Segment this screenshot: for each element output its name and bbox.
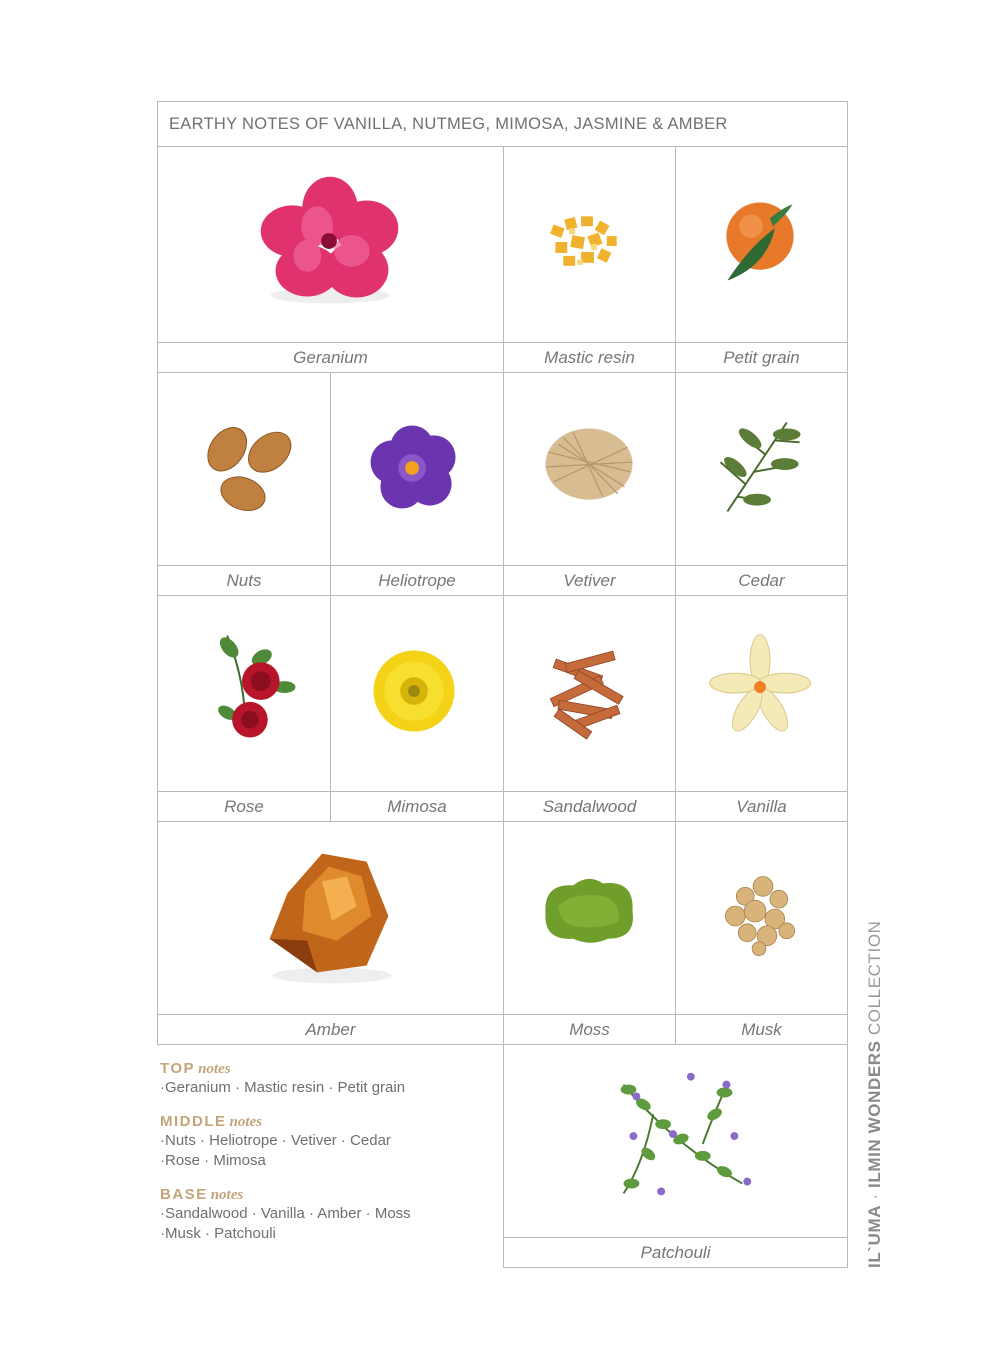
label-amber: Amber [157, 1014, 504, 1045]
cedar-image-cell [675, 372, 848, 566]
geranium-image-cell [157, 146, 504, 343]
brand-name: IL`UMA [865, 1204, 884, 1268]
top-notes-group [160, 1060, 500, 1098]
label-mastic-resin: Mastic resin [503, 342, 676, 373]
patchouli-icon [504, 1045, 847, 1237]
patchouli-image-cell [503, 1044, 848, 1238]
middle-notes-suffix: notes [229, 1114, 263, 1130]
base-notes-heading [160, 1186, 500, 1204]
top-notes-suffix: notes [198, 1061, 231, 1077]
middle-notes-line: ·Nuts · Heliotrope · Vetiver · Cedar [160, 1132, 391, 1149]
label-mimosa: Mimosa [330, 791, 504, 822]
middle-notes-heading [160, 1113, 500, 1131]
petit-grain-icon [676, 147, 847, 342]
label-vetiver: Vetiver [503, 565, 676, 596]
musk-image-cell [675, 821, 848, 1015]
geranium-icon [158, 147, 503, 342]
top-notes-title: TOP [160, 1060, 196, 1077]
label-heliotrope: Heliotrope [330, 565, 504, 596]
label-sandalwood: Sandalwood [503, 791, 676, 822]
label-musk: Musk [675, 1014, 848, 1045]
middle-notes-line: ·Rose · Mimosa [160, 1152, 266, 1169]
label-nuts: Nuts [157, 565, 331, 596]
cedar-icon [676, 373, 847, 565]
label-cedar: Cedar [675, 565, 848, 596]
mimosa-image-cell [330, 595, 504, 792]
vetiver-image-cell [503, 372, 676, 566]
label-vanilla: Vanilla [675, 791, 848, 822]
label-petit-grain: Petit grain [675, 342, 848, 373]
page-title: EARTHY NOTES OF VANILLA, NUTMEG, MIMOSA, JASMINE & AMBER [157, 101, 848, 147]
top-notes-line: ·Geranium · Mastic resin · Petit grain [160, 1079, 406, 1096]
label-rose: Rose [157, 791, 331, 822]
middle-notes-title: MIDDLE [160, 1113, 227, 1130]
collection-suffix: COLLECTION [865, 920, 884, 1041]
heliotrope-image-cell [330, 372, 504, 566]
base-notes-group [160, 1186, 500, 1244]
vanilla-image-cell [675, 595, 848, 792]
rose-icon [158, 596, 330, 791]
label-moss: Moss [503, 1014, 676, 1045]
base-notes-suffix: notes [210, 1187, 244, 1203]
nuts-icon [158, 373, 330, 565]
middle-notes-group [160, 1113, 500, 1171]
collection-side-label [865, 920, 885, 1268]
base-notes-title: BASE [160, 1186, 208, 1203]
base-notes-line: ·Musk · Patchouli [160, 1225, 276, 1242]
vetiver-icon [504, 373, 675, 565]
label-geranium: Geranium [157, 342, 504, 373]
vanilla-icon [676, 596, 847, 791]
amber-icon [158, 822, 503, 1014]
amber-image-cell [157, 821, 504, 1015]
label-patchouli: Patchouli [503, 1237, 848, 1268]
moss-image-cell [503, 821, 676, 1015]
mastic-resin-image-cell [503, 146, 676, 343]
heliotrope-icon [331, 373, 503, 565]
petit-grain-image-cell [675, 146, 848, 343]
moss-icon [504, 822, 675, 1014]
musk-icon [676, 822, 847, 1014]
collection-name: ILMIN WONDERS [865, 1040, 884, 1188]
sandalwood-icon [504, 596, 675, 791]
mastic-resin-icon [504, 147, 675, 342]
top-notes-heading [160, 1060, 500, 1078]
mimosa-icon [331, 596, 503, 791]
base-notes-line: ·Sandalwood · Vanilla · Amber · Moss [160, 1205, 411, 1222]
rose-image-cell [157, 595, 331, 792]
sandalwood-image-cell [503, 595, 676, 792]
notes-summary [160, 1060, 500, 1257]
nuts-image-cell [157, 372, 331, 566]
side-separator: · [865, 1187, 884, 1205]
